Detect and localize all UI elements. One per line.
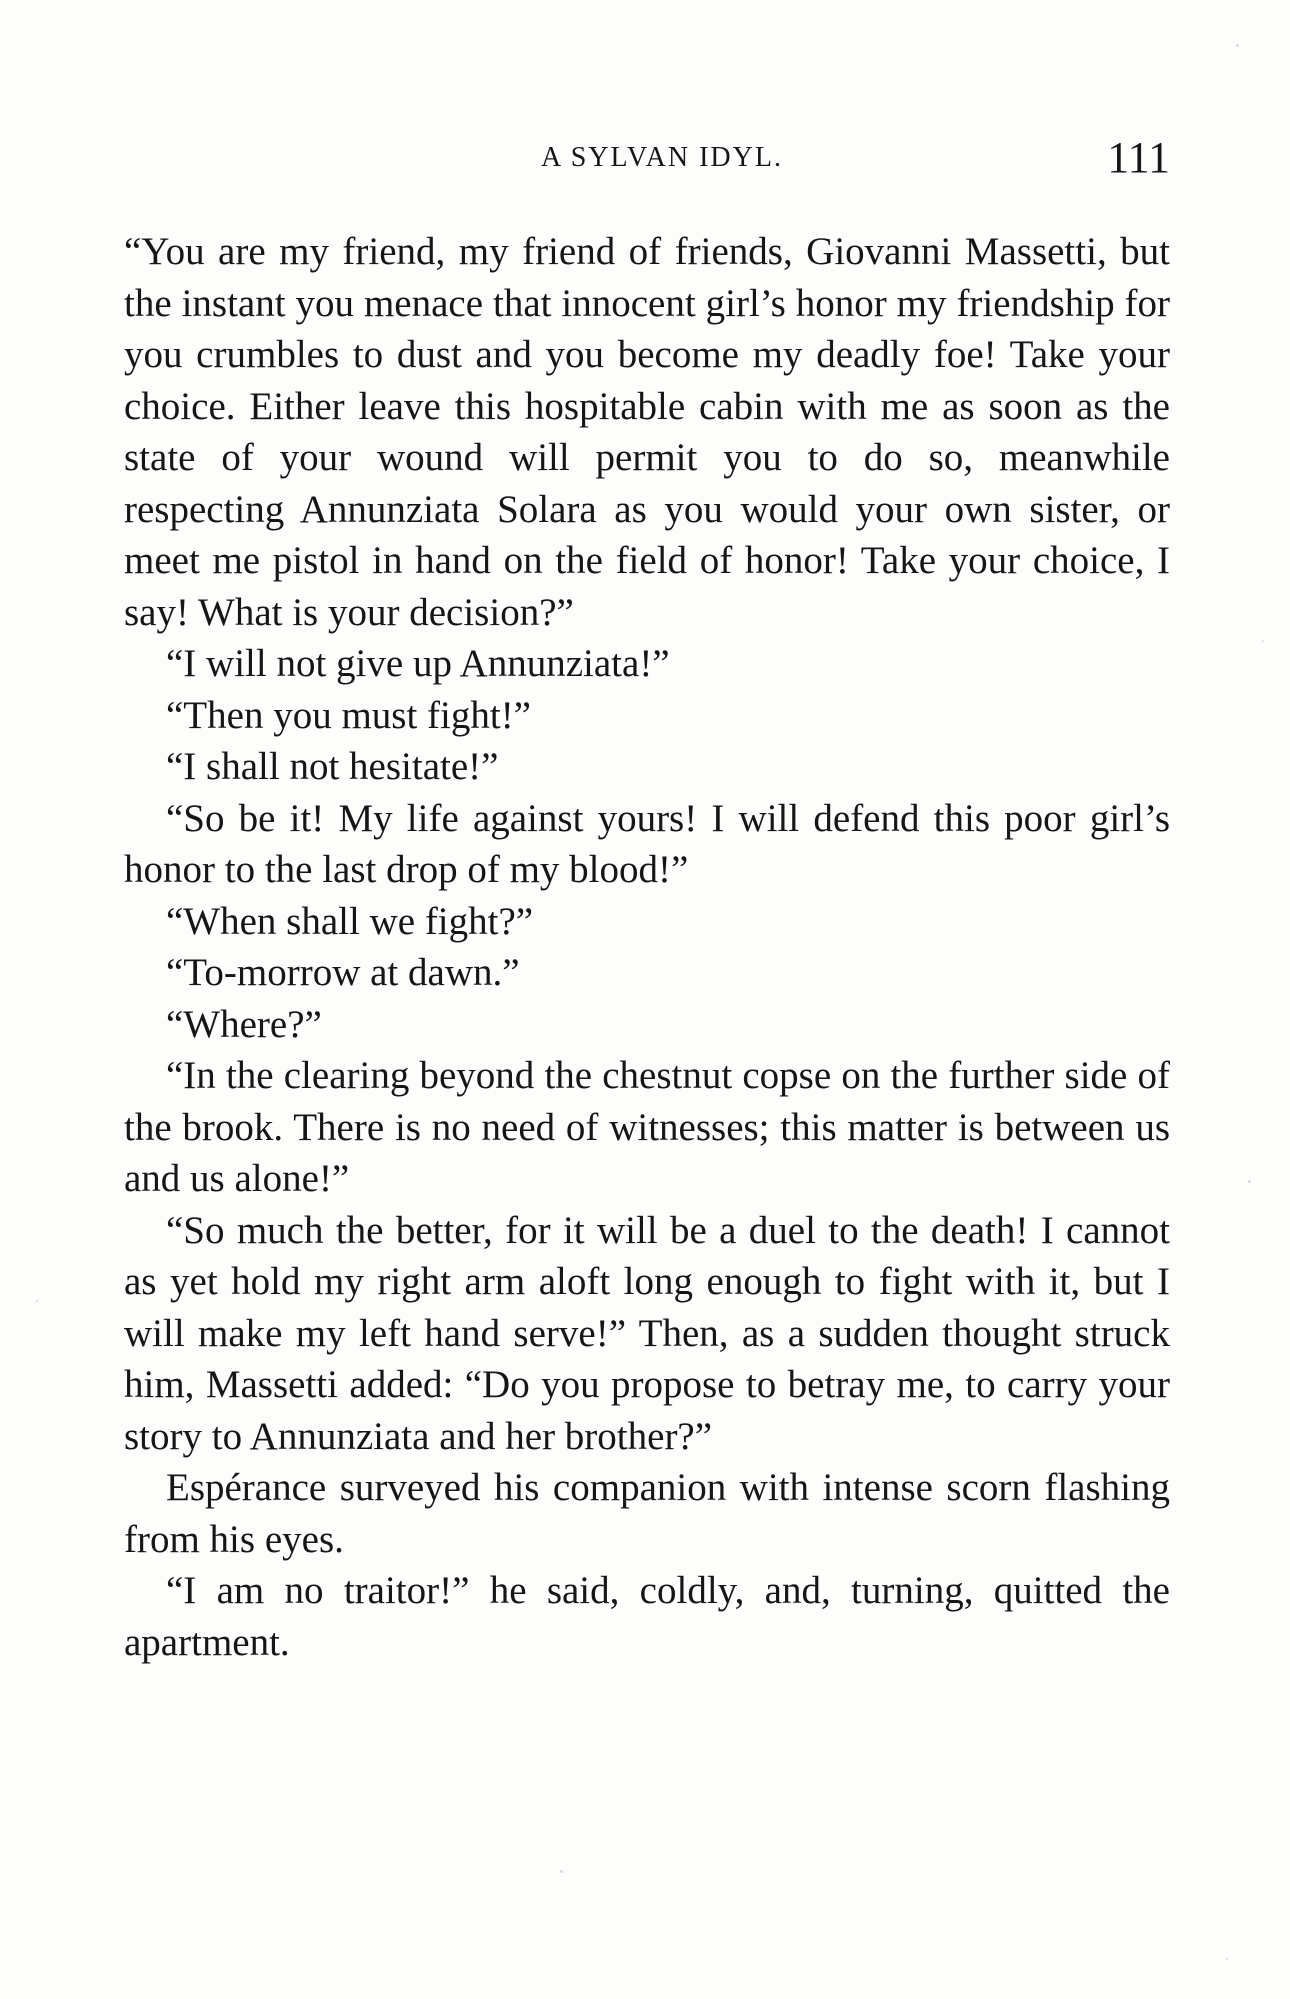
paragraph: “You are my friend, my friend of friends, Giovanni Massetti, but the instant you menace that innocent girl’s honor my friendship for you crumbles to dust and you become my deadly foe! Take your choice. Either leave this hospitable cabin with me as soon as the state of your wound will permit you to do so, meanwhile respecting Annunziata Solara as you would your own sister, or meet me pistol in hand on the field of honor! Take your choice, I say! What is your decision?” [124,230,1170,634]
paragraph: “To-morrow at dawn.” [166,951,520,994]
paragraph: “In the clearing beyond the chestnut copse on the further side of the brook. There is no need of witnesses; this matter is between us and us alone!” [124,1054,1170,1200]
page-header [124,132,1170,182]
paper-speck [1262,640,1264,642]
paper-speck [1248,1180,1251,1183]
paper-speck [36,1300,38,1302]
page-number: 111 [1107,133,1170,182]
paragraph: “When shall we fight?” [166,899,534,943]
body-text [124,226,1170,1668]
paper-speck [560,1870,563,1873]
running-title: A SYLVAN IDYL. [541,142,783,173]
paper-speck [1226,1958,1228,1960]
paragraph: “So much the better, for it will be a duel to the death! I cannot as yet hold my right arm aloft long enough to fight with it, but I will make my left hand serve!” Then, as a sudden thought struck him, Massetti added: “Do you propose to betray me, to carry your story to Annunziata and her brother?” [124,1208,1170,1458]
paragraph: “Where?” [166,1002,322,1046]
paragraph: “So be it! My life against yours! I will defend this poor girl’s honor to the last drop of my blood!” [124,796,1170,891]
paragraph: Espérance surveyed his companion with intense scorn flashing from his eyes. [124,1466,1170,1561]
paper-speck [1236,44,1239,47]
paragraph: “Then you must fight!” [166,693,531,737]
paragraph: “I am no traitor!” he said, coldly, and, turning, quitted the apartment. [124,1569,1170,1664]
paragraph: “I shall not hesitate!” [166,745,499,788]
paragraph: “I will not give up Annunziata!” [166,642,670,685]
